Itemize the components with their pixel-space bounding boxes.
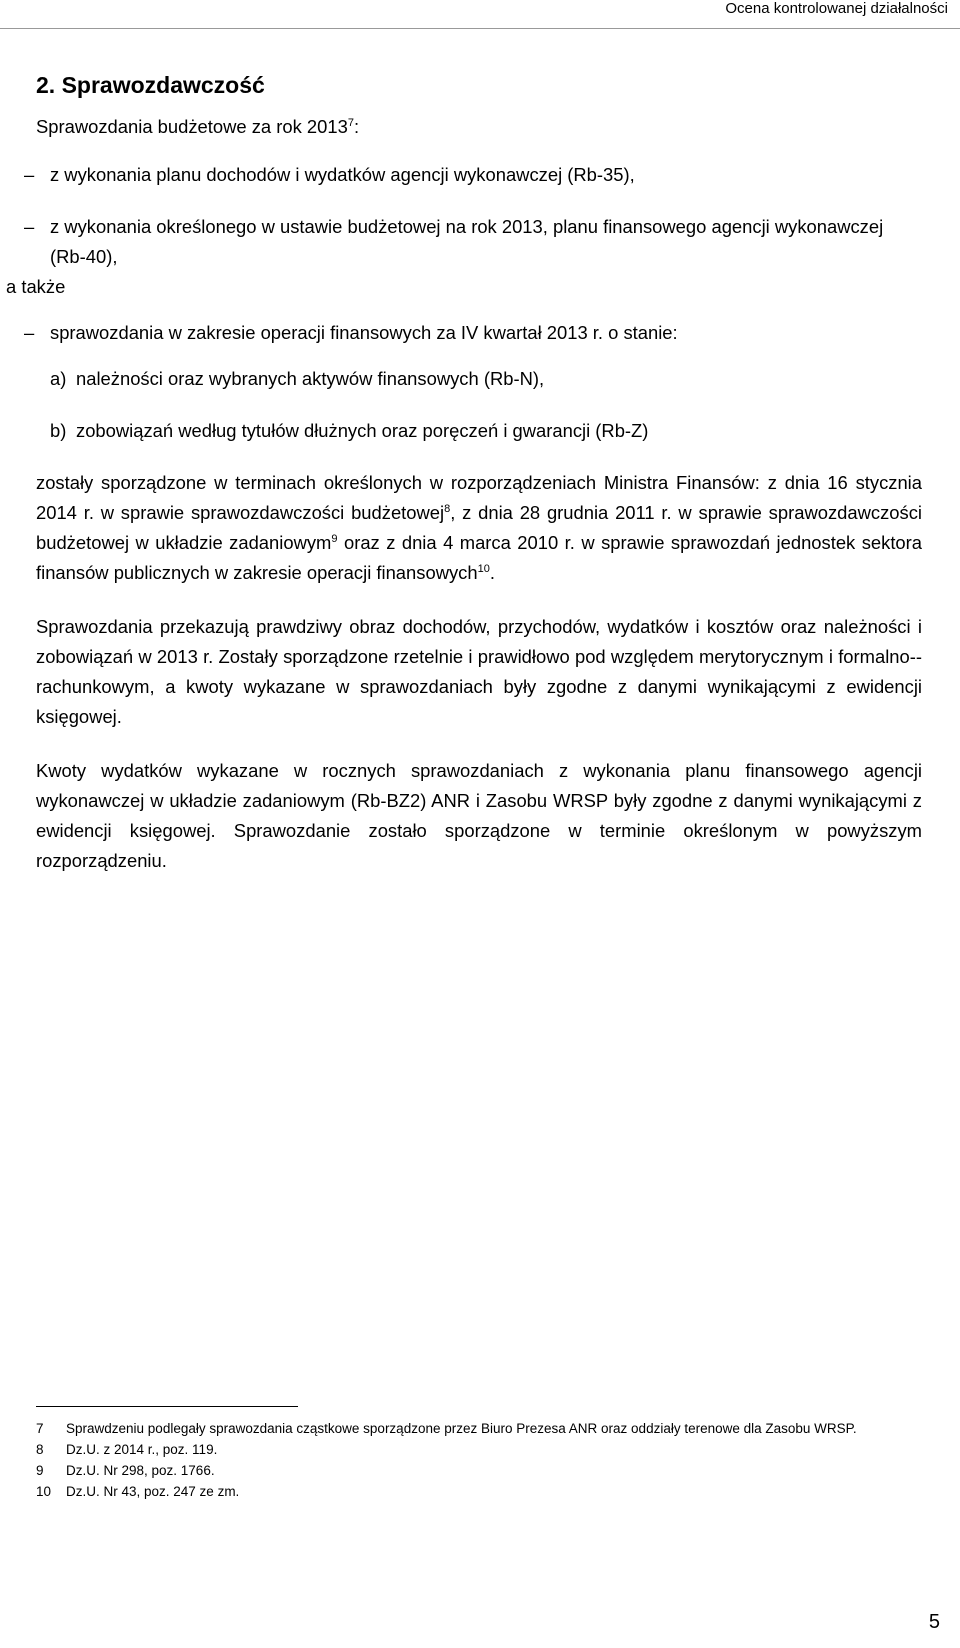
lettered-label: b) [50,420,67,441]
para1-part4: . [489,562,495,583]
lettered-label: a) [50,368,67,389]
header-rule [0,28,960,29]
dash-continuation: a także [6,276,66,297]
footnote [36,1481,922,1502]
lettered-text: zobowiązań według tytułów dłużnych oraz poręczeń i gwarancji (Rb-Z) [76,420,649,441]
dash-list-item [36,160,922,190]
footnote-number: 7 [36,1421,44,1436]
page-content [6,70,923,876]
footnotes [36,1418,922,1502]
footnote-text: Sprawdzeniu podlegały sprawozdania cząstkowe sporządzone przez Biuro Prezesa ANR oraz oddziały terenowe dla Zasobu WRSP. [66,1421,857,1436]
intro-suffix: : [353,116,360,137]
footnote-ref-9[interactable]: 9 [331,532,338,545]
footnote-separator [36,1406,298,1407]
para1-part1: zostały sporządzone w terminach określonych w rozporządzeniach Ministra Finansów: z dnia 16 stycznia 2014 r. w sprawie sprawozdawczości budżetowej [36,472,922,523]
footnote-number: 8 [36,1442,44,1457]
footnote [36,1439,922,1460]
footnote-text: Dz.U. z 2014 r., poz. 119. [66,1442,218,1457]
footnote-ref-10[interactable]: 10 [477,562,490,575]
paragraph-reporting-deadlines [36,468,922,588]
section-title: 2. Sprawozdawczość [36,72,265,98]
footnote [36,1418,922,1439]
dash-item-text: sprawozdania w zakresie operacji finansowych za IV kwartał 2013 r. o stanie: [50,322,678,343]
page-number: 5 [928,1611,940,1633]
dash-item-text: z wykonania określonego w ustawie budżetowej na rok 2013, planu finansowego agencji wykonawczej (Rb-40), [50,216,884,267]
lettered-item-a [36,364,922,394]
footnote-ref-8[interactable]: 8 [444,502,451,515]
footnote-number: 10 [36,1484,52,1499]
lettered-text: należności oraz wybranych aktywów finansowych (Rb-N), [76,368,545,389]
dash-item-text: z wykonania planu dochodów i wydatków agencji wykonawczej (Rb-35), [50,164,635,185]
footnote-text: Dz.U. Nr 43, poz. 247 ze zm. [66,1484,240,1499]
lettered-item-b [36,416,922,446]
dash-list-item [36,212,922,272]
footnote-text: Dz.U. Nr 298, poz. 1766. [66,1463,215,1478]
intro-paragraph [36,112,922,142]
intro-text: Sprawozdania budżetowe za rok 2013 [36,116,348,137]
para1-part2: , z dnia 28 grudnia 2011 r. w sprawie sprawozdawczości budżetowej w układzie zadaniowym [36,502,922,553]
paragraph-expense-amounts: Kwoty wydatków wykazane w rocznych sprawozdaniach z wykonania planu finansowego agencji wykonawczej w układzie zadaniowym (Rb-BZ2) ANR i Zasobu WRSP były zgodne z danymi wynikającymi z ewidencji księgowej. Sprawozdanie zostało sporządzone w terminie określonym w powyższym rozporządzeniu. [36,760,922,871]
footnote-ref-7[interactable]: 7 [347,116,354,129]
dash-list-item [36,318,922,348]
para1-part3: oraz z dnia 4 marca 2010 r. w sprawie sprawozdań jednostek sektora finansów publicznych w zakresie operacji finansowych [36,532,923,583]
paragraph-true-picture: Sprawozdania przekazują prawdziwy obraz dochodów, przychodów, wydatków i kosztów oraz należności i zobowiązań w 2013 r. Zostały sporządzone rzetelnie i prawidłowo pod względem merytorycznym i formalno--rachunkowym, a kwoty wykazane w sprawozdaniach były zgodne z danymi wynikającymi z ewidencji księgowej. [36,616,922,727]
running-header: Ocena kontrolowanej działalności [725,0,948,17]
footnote-number: 9 [36,1463,44,1478]
footnote [36,1460,922,1481]
